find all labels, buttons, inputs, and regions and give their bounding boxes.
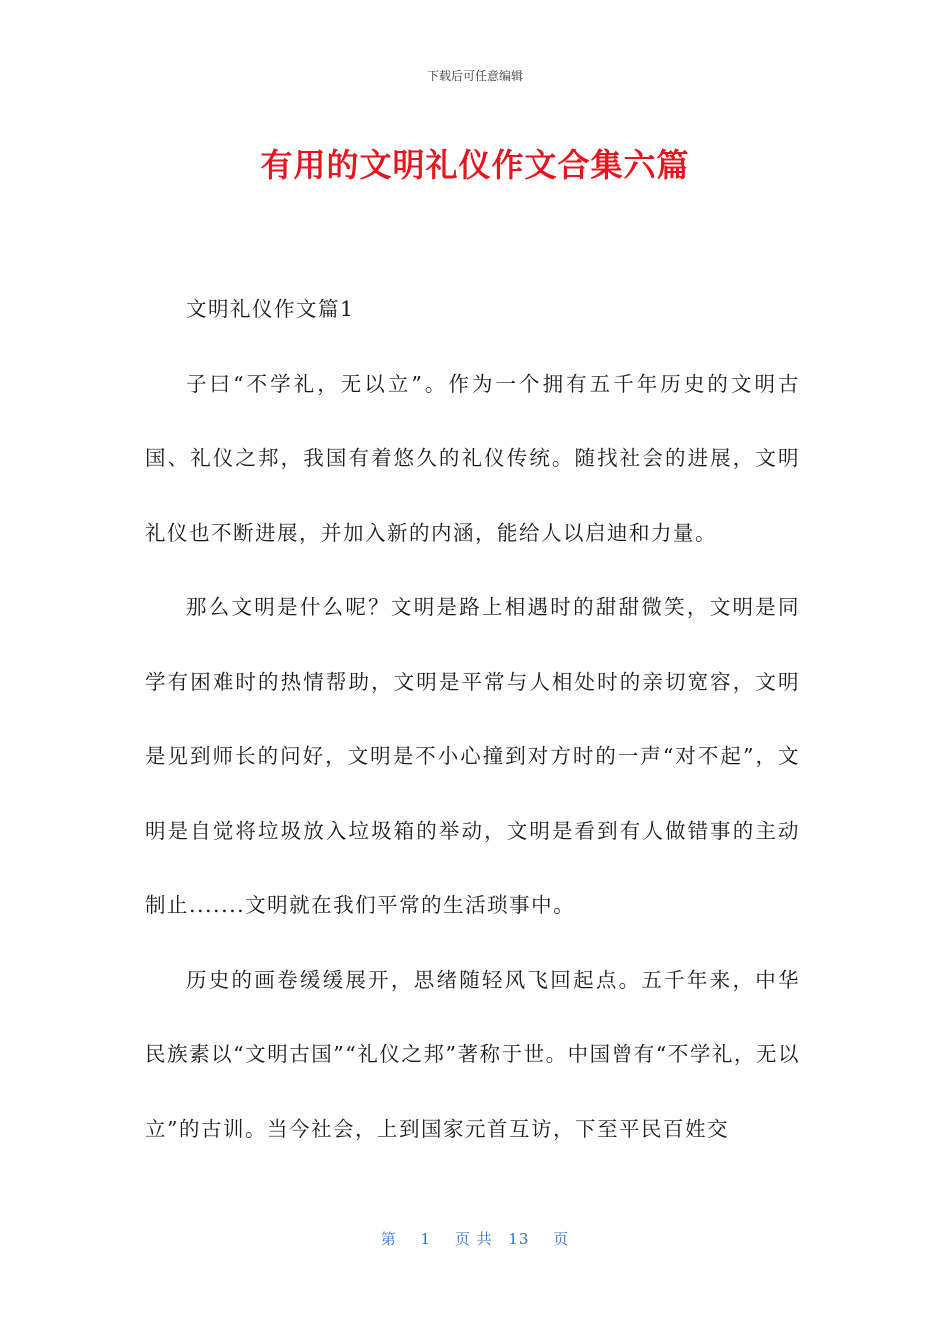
footer-suffix: 页 bbox=[553, 1230, 570, 1248]
paragraph: 历史的画卷缓缓展开，思绪随轻风飞回起点。五千年来，中华民族素以“文明古国”“礼仪之邦”著称于世。中国曾有“不学礼，无以立”的古训。当今社会，上到国家元首互访，下至平民百姓交 bbox=[145, 967, 800, 1141]
footer-middle: 页 共 bbox=[454, 1230, 493, 1248]
page-footer bbox=[0, 1228, 950, 1249]
document-body bbox=[145, 272, 800, 1166]
paragraph: 子曰“不学礼，无以立”。作为一个拥有五千年历史的文明古国、礼仪之邦，我国有着悠久的礼仪传统。随找社会的进展，文明礼仪也不断进展，并加入新的内涵，能给人以启迪和力量。 bbox=[145, 371, 800, 545]
total-page-count: 13 bbox=[508, 1230, 530, 1248]
footer-prefix: 第 bbox=[380, 1230, 397, 1248]
page-header-note: 下载后可任意编辑 bbox=[426, 69, 523, 83]
paragraph: 那么文明是什么呢？文明是路上相遇时的甜甜微笑，文明是同学有困难时的热情帮助，文明是平常与人相处时的亲切宽容，文明是见到师长的问好，文明是不小心撞到对方时的一声“对不起”，文明是自觉将垃圾放入垃圾箱的举动，文明是看到有人做错事的主动制止.......文明就在我们平常的生活琐事中。 bbox=[145, 595, 800, 917]
section-heading: 文明礼仪作文篇1 bbox=[186, 297, 355, 321]
document-title: 有用的文明礼仪作文合集六篇 bbox=[260, 146, 690, 184]
current-page-number: 1 bbox=[420, 1230, 432, 1248]
